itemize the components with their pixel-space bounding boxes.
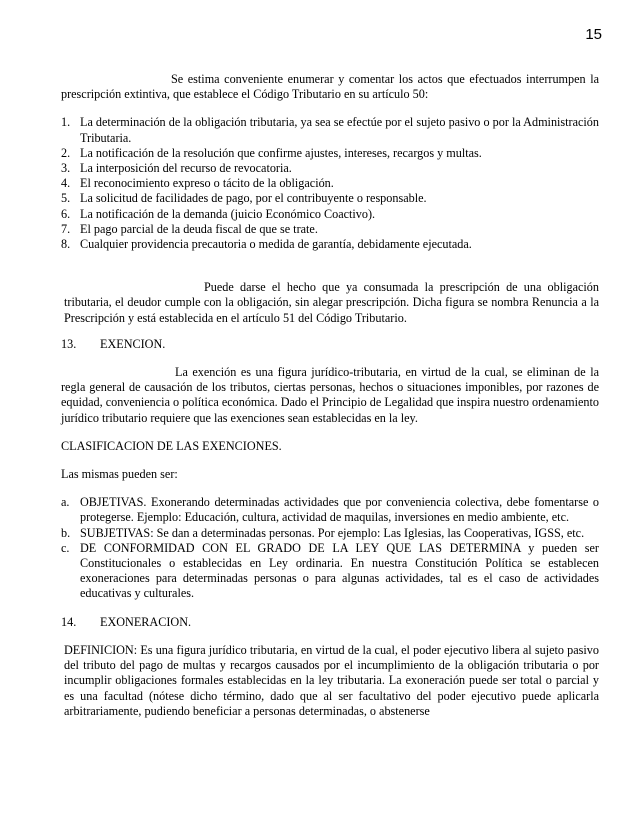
list-item: a. OBJETIVAS. Exonerando determinadas actividades que por conveniencia colectiva, debe fomentarse o protegerse. Ejemplo: Educación, cultura, actividad de maquilas, inversiones en medio ambiente, etc. — [61, 495, 599, 525]
list-item: 2. La notificación de la resolución que confirme ajustes, intereses, recargos y multas. — [61, 145, 482, 160]
list-item: 5. La solicitud de facilidades de pago, por el contribuyente o responsable. — [61, 191, 427, 206]
section-number: 13. — [61, 336, 77, 351]
list-item: 6. La notificación de la demanda (juicio Económico Coactivo). — [61, 206, 376, 221]
list-item: 4. El reconocimiento expreso o tácito de la obligación. — [61, 176, 334, 191]
document-body — [61, 72, 599, 719]
interruption-list — [61, 115, 599, 252]
paragraph-mismas: Las mismas pueden ser: — [61, 467, 178, 482]
list-item: 3. La interposición del recurso de revocatoria. — [61, 161, 292, 176]
heading-clasificacion: CLASIFICACION DE LAS EXENCIONES. — [61, 438, 282, 453]
list-item: b. SUBJETIVAS: Se dan a determinadas personas. Por ejemplo: Las Iglesias, las Cooperativas, IGSS, etc. — [61, 525, 585, 540]
paragraph-renuncia: Puede darse el hecho que ya consumada la prescripción de una obligación tributaria, el deudor cumple con la obligación, sin alegar prescripción. Dicha figura se nombra Renuncia a la Prescripción y está establecida en el artículo 51 del Código Tributario. — [64, 280, 599, 325]
section-title: EXONERACION. — [100, 614, 192, 629]
section-number: 14. — [61, 614, 77, 629]
list-item: 1. La determinación de la obligación tributaria, ya sea se efectúe por el sujeto pasivo o por la Administración Tributaria. — [61, 115, 599, 145]
section-title: EXENCION. — [100, 336, 166, 351]
exenciones-list — [61, 495, 599, 601]
list-item: 8. Cualquier providencia precautoria o medida de garantía, debidamente ejecutada. — [61, 237, 472, 252]
section-heading-13 — [61, 337, 599, 352]
section-heading-14 — [61, 615, 599, 630]
list-item: 7. El pago parcial de la deuda fiscal de que se trate. — [61, 221, 318, 236]
paragraph-exencion: La exención es una figura jurídico-tributaria, en virtud de la cual, se eliminan de la regla general de causación de los tributos, ciertas personas, hechos o situaciones imponibles, por razones de equidad, conveniencia o política económica. Dado el Principio de Legalidad que inspira nuestro ordenamiento jurídico tributario requiere que las exenciones sean establecidas en la ley. — [61, 365, 599, 425]
page-number: 15 — [585, 26, 602, 43]
paragraph-prescripcion-intro: Se estima conveniente enumerar y comentar los actos que efectuados interrumpen la prescripción extintiva, que establece el Código Tributario en su artículo 50: — [61, 72, 599, 102]
list-item: c. DE CONFORMIDAD CON EL GRADO DE LA LEY QUE LAS DETERMINA y pueden ser Constitucionales o establecidas en Ley ordinaria. En nuestra Constitución Política se establecen exoneraciones para determinadas personas o para algunas actividades, tal es el caso de actividades educativas y culturales. — [61, 540, 599, 601]
paragraph-exoneracion-definicion: DEFINICION: Es una figura jurídico tributaria, en virtud de la cual, el poder ejecutivo libera al sujeto pasivo del tributo del pago de multas y recargos causados por el incumplimiento de la obligación tributaria o por incumplir obligaciones formales establecidas en la ley tributaria. La exoneración puede ser total o parcial y es una facultad (nótese dicho término, dado que al ser facultativo del poder ejecutivo puede aplicarla arbitrariamente, pudiendo beneficiar a personas determinadas, o abstenerse — [64, 642, 599, 718]
